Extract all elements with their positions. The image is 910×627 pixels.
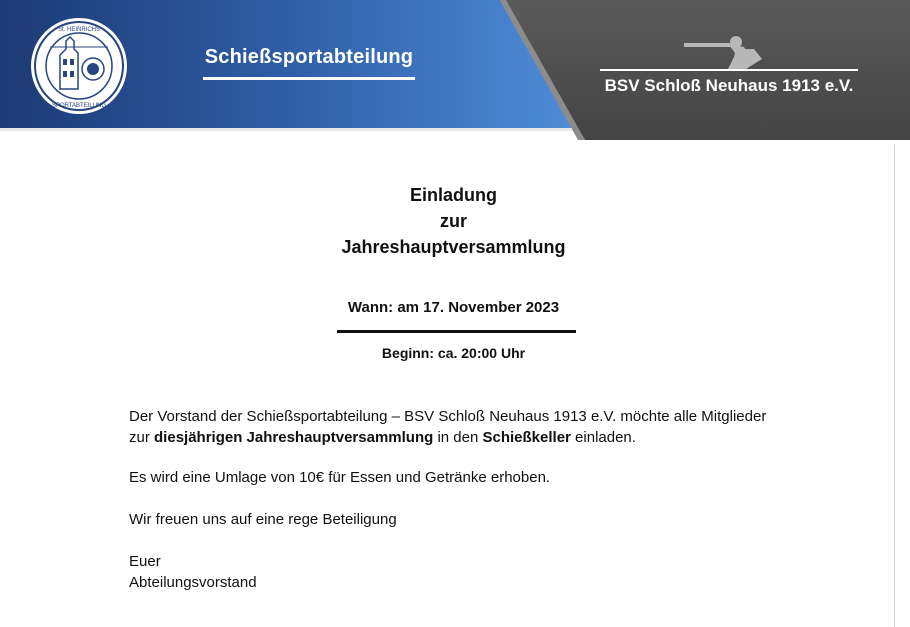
meeting-emphasis: diesjährigen Jahreshauptversammlung <box>154 429 434 446</box>
club-name-line <box>600 69 858 71</box>
closing <box>129 551 849 593</box>
paragraph-1-text: in den <box>433 429 483 446</box>
body-paragraph-1 <box>129 406 849 448</box>
department-underline <box>203 77 415 80</box>
body-paragraph-2: Es wird eine Umlage von 10€ für Essen und Getränke erhoben. <box>129 469 551 486</box>
title-line-1: Einladung <box>410 185 497 205</box>
svg-text:SPORTABTEILUNG: SPORTABTEILUNG <box>51 103 107 109</box>
closing-line-2: Abteilungsvorstand <box>129 574 257 591</box>
invitation-body <box>129 406 849 593</box>
body-paragraph-3: Wir freuen uns auf eine rege Beteiligung <box>129 511 397 528</box>
title-line-2: zur <box>440 211 467 231</box>
club-seal-logo <box>30 17 128 115</box>
location-emphasis: Schießkeller <box>482 429 571 446</box>
invitation-title <box>0 182 907 260</box>
rifle-shooter-icon <box>684 35 774 69</box>
closing-line-1: Euer <box>129 553 161 570</box>
paragraph-1-text: einladen. <box>570 429 636 446</box>
event-start-time: Beginn: ca. 20:00 Uhr <box>381 345 526 361</box>
department-title: Schießsportabteilung <box>204 46 414 68</box>
paragraph-1-line-1: Der Vorstand der Schießsportabteilung – BSV Schloß Neuhaus 1913 e.V. möchte alle Mitglieder <box>129 408 767 425</box>
header-banner <box>0 0 910 145</box>
event-date: Wann: am 17. November 2023 <box>347 299 560 316</box>
title-line-3: Jahreshauptversammlung <box>341 237 566 257</box>
club-name: BSV Schloß Neuhaus 1913 e.V. <box>604 76 854 95</box>
paragraph-1-text: zur <box>129 429 155 446</box>
svg-text:St. HEINRICHS: St. HEINRICHS <box>57 27 101 33</box>
page-header <box>0 0 910 145</box>
date-divider <box>337 330 576 333</box>
